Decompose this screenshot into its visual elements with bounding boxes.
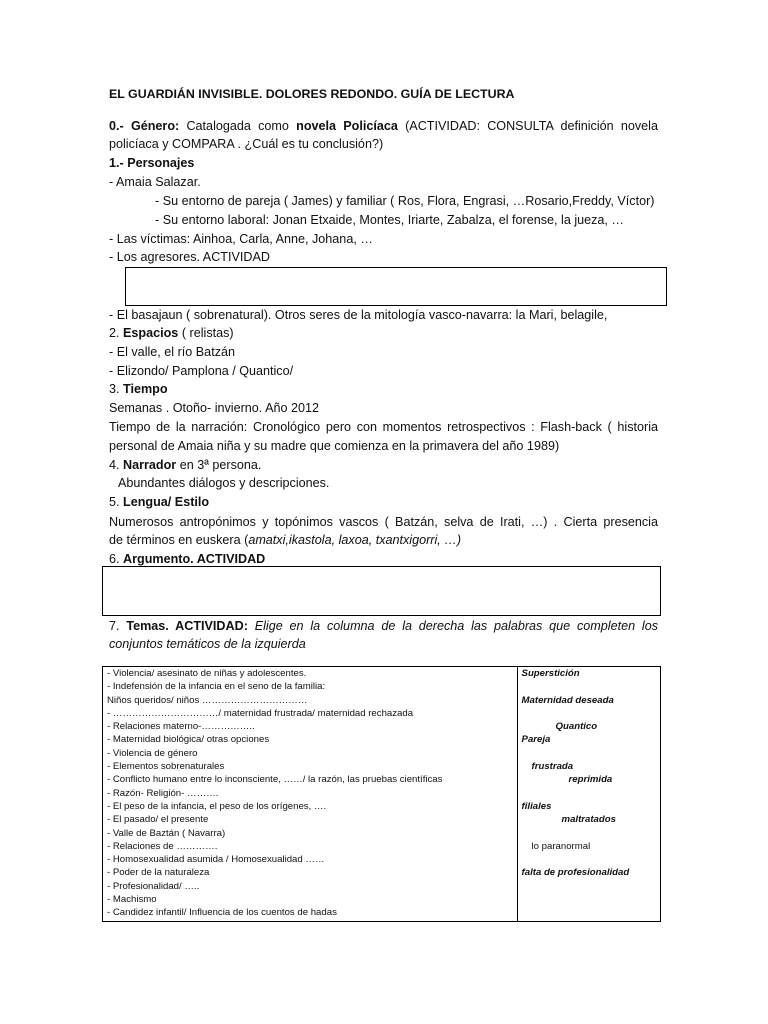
theme-item: - Conflicto humano entre lo inconsciente, ……/ la razón, las pruebas científicas [107, 774, 443, 786]
genero-text: Catalogada como [179, 119, 297, 133]
lengua-item-euskera [109, 531, 658, 549]
section-genero-line1 [109, 117, 658, 135]
section-personajes-heading: 1.- Personajes [109, 156, 195, 170]
personajes-item-basajaun: - El basajaun ( sobrenatural). Otros seres de la mitología vasco-navarra: la Mari, belagile, [109, 308, 608, 322]
tiempo-item-narracion: Tiempo de la narración: Cronológico pero con momentos retrospectivos : Flash-back ( historia [109, 420, 658, 434]
word-option: filiales [521, 800, 552, 812]
section-label-lengua: Lengua/ Estilo [123, 495, 210, 509]
word-option: Quantico [555, 721, 598, 733]
theme-item: - Violencia de género [107, 747, 198, 759]
theme-item: - ……………………………/ maternidad frustrada/ maternidad rechazada [107, 707, 414, 719]
section-label-narrador: Narrador [123, 458, 177, 472]
section-number: 4. [109, 458, 124, 472]
temas-instruction: Elige en la columna de la derecha las palabras que completen los [247, 619, 658, 633]
theme-item: - El pasado/ el presente [107, 814, 209, 826]
argumento-answer-box[interactable] [102, 566, 661, 616]
personajes-item-amaia: - Amaia Salazar. [109, 175, 201, 189]
section-label-genero: Género: [130, 119, 180, 133]
word-option: reprimida [568, 774, 613, 786]
document-title: EL GUARDIÁN INVISIBLE. DOLORES REDONDO. GUÍA DE LECTURA [109, 87, 515, 101]
word-option: falta de profesionalidad [521, 867, 630, 879]
tiempo-item-semanas: Semanas . Otoño- invierno. Año 2012 [109, 401, 320, 415]
theme-item: - Candidez infantil/ Influencia de los cuentos de hadas [107, 907, 337, 919]
theme-item: - Razón- Religión- ………. [107, 787, 219, 799]
theme-item: - Maternidad biológica/ otras opciones [107, 734, 270, 746]
euskera-terms: amatxi,ikastola, laxoa, txantxigorri, …) [248, 533, 462, 547]
personajes-item-laboral: - Su entorno laboral: Jonan Etxaide, Montes, Iriarte, Zabalza, el forense, la jueza, … [155, 213, 625, 227]
theme-item: - Poder de la naturaleza [107, 867, 210, 879]
theme-item: - Profesionalidad/ ….. [107, 880, 200, 892]
themes-column [103, 667, 518, 922]
section-label-tiempo: Tiempo [123, 382, 168, 396]
themes-table [102, 666, 661, 922]
personajes-item-pareja: - Su entorno de pareja ( James) y familiar ( Ros, Flora, Engrasi, …Rosario,Freddy, Víctor) [155, 194, 655, 208]
section-temas-line1 [109, 617, 658, 635]
section-number: 7. [109, 619, 127, 633]
word-option: lo paranormal [531, 840, 591, 852]
section-number: 2. [109, 326, 124, 340]
section-label-argumento: Argumento. ACTIVIDAD [123, 552, 266, 566]
word-option: maltratados [561, 814, 616, 826]
personajes-item-agresores: - Los agresores. ACTIVIDAD [109, 250, 270, 264]
section-label-temas: Temas. ACTIVIDAD: [126, 619, 248, 633]
narrador-item-dialogos: Abundantes diálogos y descripciones. [118, 476, 330, 490]
narrador-text: en 3ª persona. [176, 458, 262, 472]
theme-item: - Machismo [107, 894, 157, 906]
theme-item: - Homosexualidad asumida / Homosexualidad …… [107, 854, 325, 866]
section-narrador-heading [109, 456, 658, 474]
lengua-item-antroponimos: Numerosos antropónimos y topónimos vascos ( Batzán, selva de Irati, …) . Cierta presencia [109, 515, 658, 529]
theme-item: - Elementos sobrenaturales [107, 761, 225, 773]
section-number: 0.- [109, 119, 131, 133]
section-genero-line2: policíaca y COMPARA . ¿Cuál es tu conclusión?) [109, 137, 384, 151]
tiempo-item-narracion-cont: personal de Amaia niña y su madre que comienza en la primavera del año 1989) [109, 439, 560, 453]
section-number: 5. [109, 495, 124, 509]
word-option: Maternidad deseada [521, 694, 614, 706]
word-option: Superstición [521, 668, 580, 679]
espacios-note: ( relistas) [178, 326, 234, 340]
theme-item: - Indefensión de la infancia en el seno de la familia: [107, 681, 326, 693]
section-number: 6. [109, 552, 124, 566]
section-lengua-heading [109, 493, 658, 511]
section-temas-line2: conjuntos temáticos de la izquierda [109, 637, 306, 651]
theme-item: - Relaciones materno-…………….. [107, 721, 255, 733]
word-option: frustrada [531, 761, 574, 773]
theme-item: - Violencia/ asesinato de niñas y adolescentes. [107, 668, 307, 679]
espacios-item-ciudades: - Elizondo/ Pamplona / Quantico/ [109, 364, 294, 378]
euskera-text: de términos en euskera ( [109, 533, 249, 547]
theme-item: - El peso de la infancia, el peso de los orígenes, …. [107, 800, 327, 812]
theme-item: Niños queridos/ niños …………………………… [107, 694, 308, 706]
agresores-answer-box[interactable] [125, 267, 667, 306]
genero-term: novela Policíaca [296, 119, 398, 133]
theme-item: - Relaciones de …………. [107, 840, 218, 852]
section-label-espacios: Espacios [123, 326, 179, 340]
section-tiempo-heading [109, 380, 658, 398]
words-column [517, 667, 660, 922]
section-number: 3. [109, 382, 124, 396]
word-option: Pareja [521, 734, 551, 746]
genero-activity: (ACTIVIDAD: CONSULTA definición novela [397, 119, 658, 133]
theme-item: - Valle de Baztán ( Navarra) [107, 827, 226, 839]
personajes-item-victimas: - Las víctimas: Ainhoa, Carla, Anne, Johana, … [109, 232, 373, 246]
section-espacios-heading [109, 324, 658, 342]
espacios-item-valle: - El valle, el río Batzán [109, 345, 235, 359]
